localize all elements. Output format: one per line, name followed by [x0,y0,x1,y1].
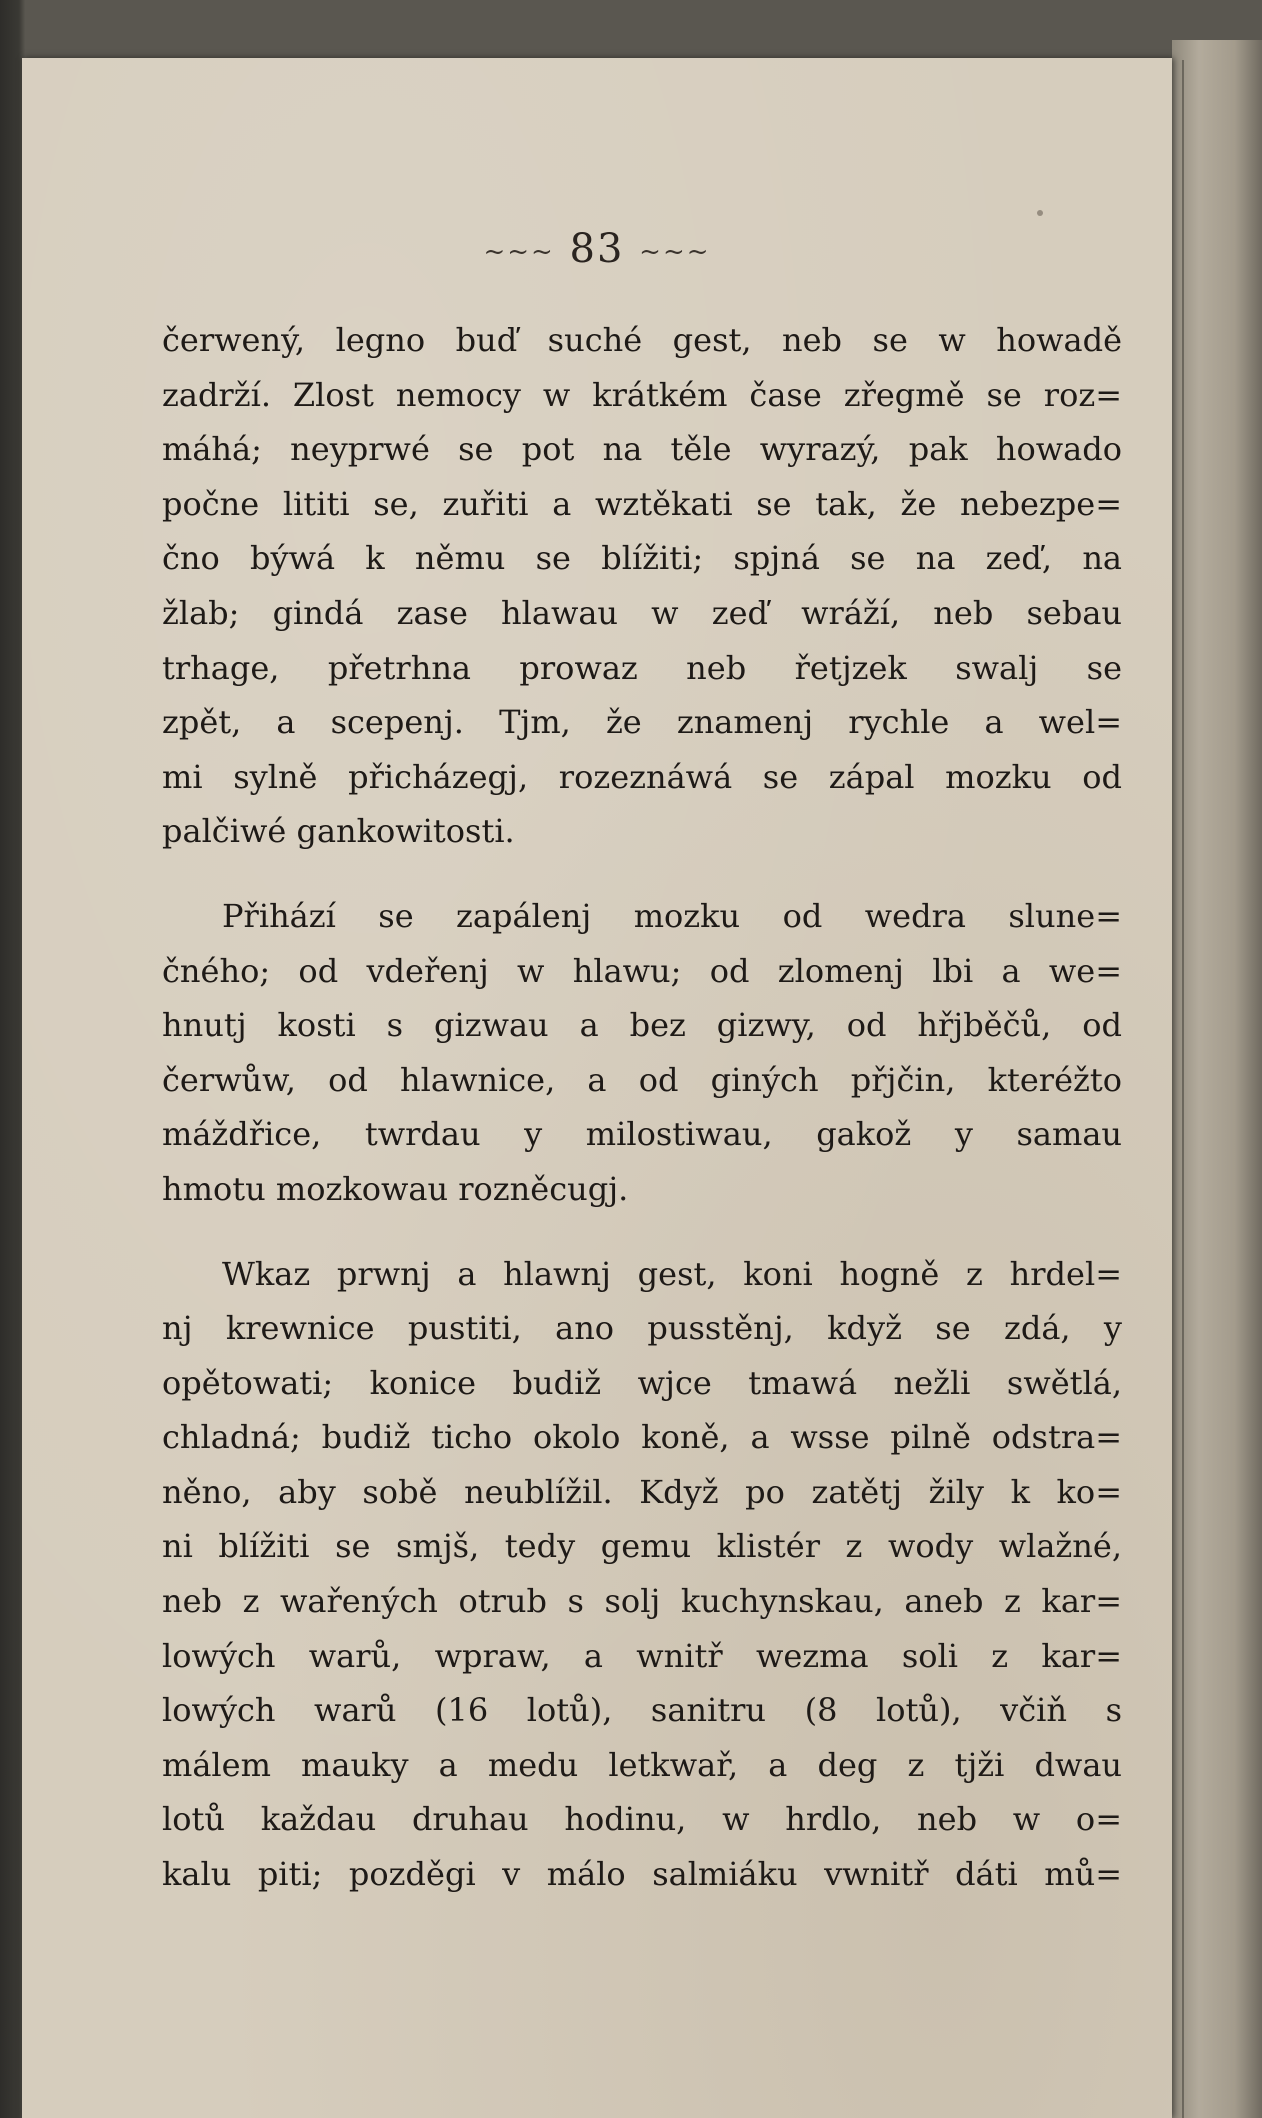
text-line: palčiwé gankowitosti. [162,812,515,851]
text-line: mi sylně přicházegj, rozeznáwá se zápal mozku od [162,757,1122,796]
text-line: hmotu mozkowau rozněcugj. [162,1169,629,1208]
text-line: opětowati; konice budiž wjce tmawá nežli swětlá, [162,1363,1122,1402]
page-sheet [22,58,1172,2118]
text-line: čno býwá k němu se blížiti; spjná se na zeď, na [162,539,1122,578]
text-line: chladná; budiž ticho okolo koně, a wsse pilně odstra= [162,1418,1122,1457]
text-line: čného; od vdeřenj w hlawu; od zlomenj lbi a we= [162,951,1122,990]
text-line: čerwůw, od hlawnice, a od giných přjčin, kteréžto [162,1060,1122,1099]
text-line: počne lititi se, zuřiti a wztěkati se tak, že nebezpe= [162,484,1122,523]
text-line: hnutj kosti s gizwau a bez gizwy, od hřjběčů, od [162,1006,1122,1045]
text-line: lotů každau druhau hodinu, w hrdlo, neb w o= [162,1800,1122,1839]
text-line: ni blížiti se smjš, tedy gemu klistér z wody wlažné, [162,1527,1122,1566]
text-line: málem mauky a medu letkwař, a deg z tjži dwau [162,1745,1122,1784]
paragraph-2 [162,889,1122,1217]
text-line: lowých warů, wpraw, a wnitř wezma soli z kar= [162,1636,1122,1675]
text-line: žlab; gindá zase hlawau w zeď wráží, neb sebau [162,593,1122,632]
text-line: máhá; neyprwé se pot na těle wyrazý, pak howado [162,430,1122,469]
header-ornament-left: ~~~ [483,237,555,267]
text-line: Wkaz prwnj a hlawnj gest, koni hogně z hrdel= [222,1254,1122,1293]
gutter-fold [1182,60,1184,2118]
text-line: lowých warů (16 lotů), sanitru (8 lotů), včiň s [162,1691,1122,1730]
text-line: kalu piti; pozděgi v málo salmiáku vwnitř dáti mů= [162,1855,1122,1894]
book-gutter [1172,40,1262,2118]
text-line: zadrží. Zlost nemocy w krátkém čase zřegmě se roz= [162,375,1122,414]
paragraph-3 [162,1247,1122,1902]
text-line: čerwený, legno buď suché gest, neb se w howadě [162,321,1122,359]
text-line: trhage, přetrhna prowaz neb řetjzek swalj se [162,648,1122,687]
text-line: zpět, a scepenj. Tjm, že znamenj rychle a wel= [162,703,1122,742]
paragraph-1 [162,313,1122,859]
page-body [162,313,1122,1902]
page-header [22,226,1172,272]
page-number: 83 [569,226,625,272]
text-line: máždřice, twrdau y milostiwau, gakož y samau [162,1115,1122,1154]
text-line: nj krewnice pustiti, ano pusstěnj, když se zdá, y [162,1309,1122,1348]
text-line: neb z wařených otrub s solj kuchynskau, aneb z kar= [162,1582,1122,1621]
text-line: něno, aby sobě neublížil. Když po zatětj žily k ko= [162,1472,1122,1511]
paper-speck [1037,210,1043,216]
text-line: Přihází se zapálenj mozku od wedra slune= [222,896,1122,935]
header-ornament-right: ~~~ [639,237,711,267]
